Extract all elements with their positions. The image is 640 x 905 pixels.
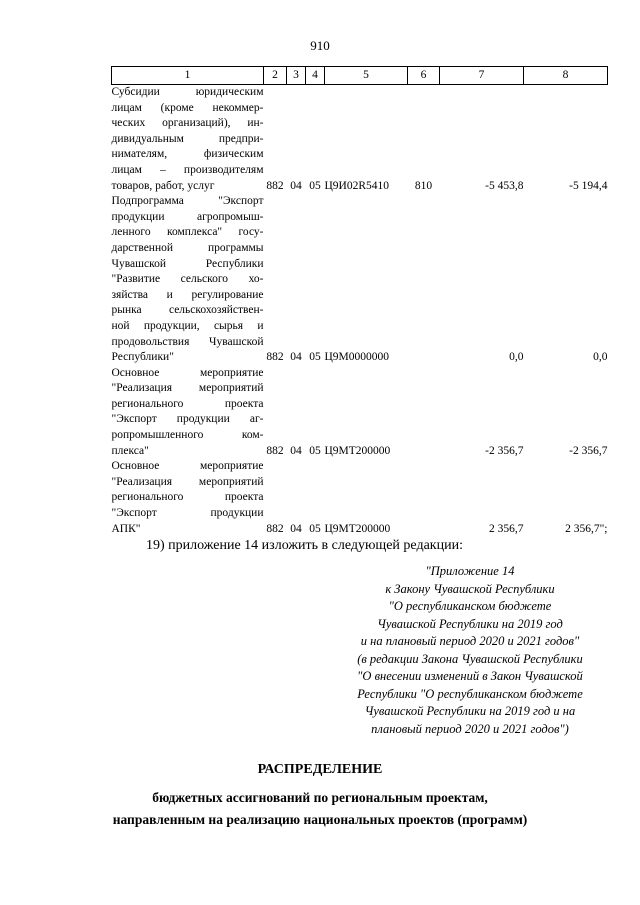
- row-name-line: дивидуальным предпри-: [111, 132, 264, 145]
- row-name-line: ческих организаций), ин-: [111, 117, 264, 130]
- table-row: [112, 194, 608, 366]
- cell-expense-type: [408, 459, 440, 537]
- cell-section: 04: [290, 522, 302, 535]
- appendix-line: "О внесении изменений в Закон Чувашской: [357, 669, 583, 683]
- column-header: 4: [306, 67, 325, 85]
- row-name-line: продовольствия Чувашской: [111, 335, 264, 348]
- cell-amount-2021: 2 356,7";: [565, 522, 608, 535]
- appendix-line: (в редакции Закона Чувашской Республики: [357, 651, 583, 666]
- row-name-line: Чувашской Республики: [111, 257, 264, 270]
- cell-amount-2021: 0,0: [593, 351, 608, 364]
- appendix-line: Чувашской Республики на 2019 год: [377, 616, 563, 631]
- table-row: [112, 459, 608, 537]
- cell-expense-type: 810: [414, 179, 433, 192]
- table-header-row: [112, 67, 608, 85]
- cell-subsection: 05: [309, 179, 321, 192]
- cell-target-code: Ц9М0000000: [324, 351, 390, 364]
- row-name-line: регионального проекта: [111, 397, 264, 410]
- table-row: [112, 85, 608, 195]
- table-row: [112, 366, 608, 460]
- row-name-line: "Реализация мероприятий: [111, 382, 264, 395]
- appendix-line: плановый период 2020 и 2021 годов"): [371, 721, 569, 736]
- instruction-text: 19) приложение 14 изложить в следующей редакции:: [146, 538, 463, 553]
- cell-ministry: 882: [266, 444, 284, 457]
- row-name-cell: [112, 459, 264, 537]
- appendix-line: "Приложение 14: [425, 564, 515, 578]
- row-name-cell: [112, 366, 264, 460]
- row-name-line: регионального проекта: [111, 491, 264, 504]
- cell-ministry: 882: [266, 351, 284, 364]
- cell-section: 04: [290, 444, 302, 457]
- cell-subsection: 05: [309, 522, 321, 535]
- cell-subsection: 05: [309, 351, 321, 364]
- cell-subsection: 05: [309, 444, 321, 457]
- cell-expense-type: [408, 194, 440, 366]
- cell-amount-2021: -2 356,7: [569, 444, 608, 457]
- page-number: 910: [310, 38, 330, 53]
- cell-target-code: Ц9МТ200000: [324, 444, 391, 457]
- cell-target-code: Ц9МТ200000: [324, 522, 391, 535]
- column-header: 8: [524, 67, 608, 85]
- appendix-line: "О республиканском бюджете: [388, 599, 552, 613]
- row-name-line: ной продукции, сырья и: [111, 319, 264, 332]
- row-name-line: "Экспорт продукции аг-: [111, 413, 264, 426]
- document-subtitle-line: направленным на реализацию национальных проектов (программ): [112, 812, 528, 827]
- cell-amount-2020: -2 356,7: [485, 444, 524, 457]
- row-name-line: нимателям, физическим: [111, 148, 264, 161]
- column-header: 2: [264, 67, 287, 85]
- row-name-line: зяйства и регулирование: [111, 288, 264, 301]
- row-name-line: Основное мероприятие: [111, 366, 264, 379]
- row-name-line: дарственной программы: [111, 241, 264, 254]
- budget-table: [111, 66, 608, 537]
- cell-amount-2021: -5 194,4: [569, 179, 608, 192]
- row-name-line: ленного комплекса" госу-: [111, 226, 264, 239]
- appendix-line: к Закону Чувашской Республики: [385, 581, 555, 596]
- cell-ministry: 882: [266, 179, 284, 192]
- row-name-line: продукции агропромыш-: [111, 210, 264, 223]
- row-name-line: "Развитие сельского хо-: [111, 273, 264, 286]
- appendix-line: Чувашской Республики на 2019 год и на: [364, 704, 576, 718]
- cell-ministry: 882: [266, 522, 284, 535]
- row-name-line: товаров, работ, услуг: [111, 179, 215, 192]
- row-name-line: Подпрограмма "Экспорт: [111, 195, 264, 208]
- row-name-line: лицам (кроме некоммер-: [111, 101, 264, 114]
- row-name-line: Республики": [111, 351, 174, 364]
- row-name-line: АПК": [111, 522, 141, 535]
- row-name-line: Основное мероприятие: [111, 460, 264, 473]
- appendix-line: Республики "О республиканском бюджете: [357, 686, 583, 701]
- row-name-line: Субсидии юридическим: [111, 86, 264, 98]
- row-name-cell: [112, 85, 264, 195]
- column-header: 3: [287, 67, 306, 85]
- row-name-line: лицам – производителям: [111, 163, 264, 176]
- cell-section: 04: [290, 179, 302, 192]
- document-subtitle-line: бюджетных ассигнований по региональным проектам,: [152, 790, 488, 805]
- row-name-line: ропромышленного ком-: [111, 429, 264, 442]
- cell-amount-2020: 0,0: [509, 351, 524, 364]
- row-name-line: "Реализация мероприятий: [111, 475, 264, 488]
- row-name-line: рынка сельскохозяйствен-: [111, 304, 264, 317]
- cell-amount-2020: -5 453,8: [485, 179, 524, 192]
- cell-section: 04: [290, 351, 302, 364]
- row-name-cell: [112, 194, 264, 366]
- cell-amount-2020: 2 356,7: [489, 522, 524, 535]
- row-name-line: "Экспорт продукции: [111, 507, 264, 520]
- row-name-line: плекса": [111, 444, 149, 457]
- appendix-header: [320, 563, 620, 738]
- cell-expense-type: [408, 366, 440, 460]
- column-header: 7: [440, 67, 524, 85]
- column-header: 1: [112, 67, 264, 85]
- document-title: РАСПРЕДЕЛЕНИЕ: [257, 762, 383, 777]
- cell-target-code: Ц9И02R5410: [324, 179, 390, 192]
- column-header: 5: [325, 67, 408, 85]
- column-header: 6: [408, 67, 440, 85]
- appendix-line: и на плановый период 2020 и 2021 годов": [360, 634, 580, 648]
